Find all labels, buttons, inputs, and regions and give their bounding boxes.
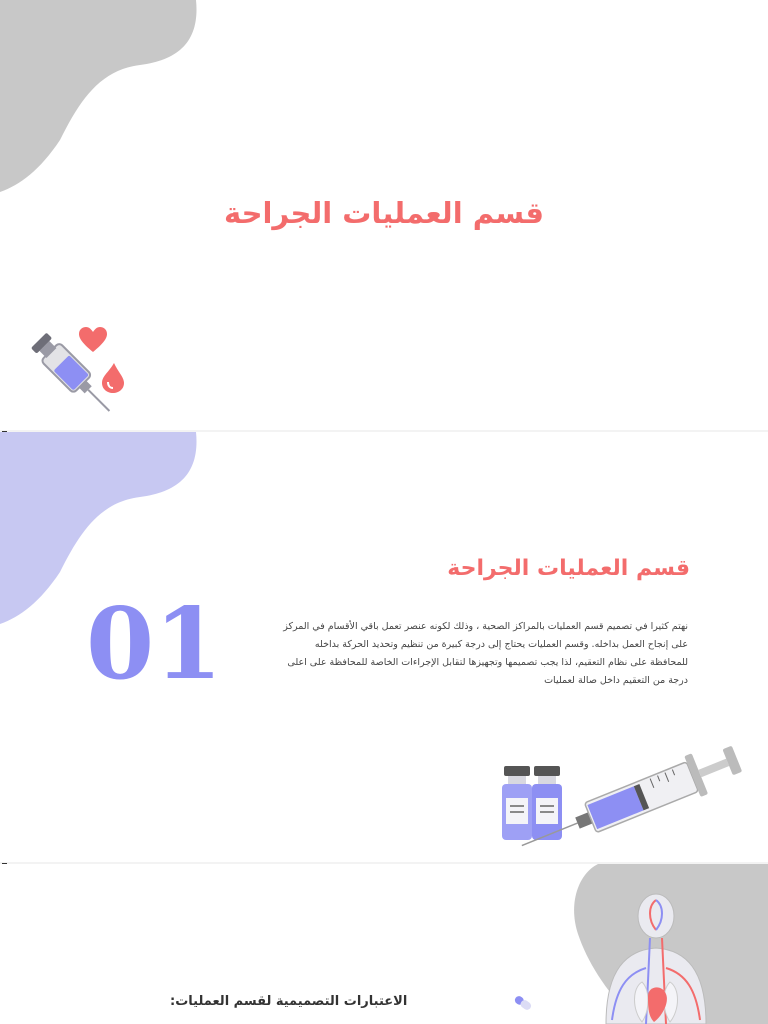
pill-capsule-icon <box>512 992 534 1014</box>
slide-design-considerations <box>0 864 768 1024</box>
human-anatomy-icon <box>586 890 726 1024</box>
heart-icon <box>78 326 108 354</box>
section-number: 01 <box>86 587 223 702</box>
blood-drop-icon <box>100 362 126 394</box>
slide-title <box>0 0 768 430</box>
syringe-icon <box>500 712 762 852</box>
section-title: قسم العمليات الجراحة <box>447 556 690 581</box>
section-subheading: الاعتبارات التصميمية لقسم العمليات: <box>170 994 408 1009</box>
section-body: نهتم كثيرا في تصميم قسم العمليات بالمراكز الصحية ، وذلك لكونه عنصر تعمل باقي الأقسام في المركز على إنجاح العمل بداخله. وقسم العمليات يحتاج إلى درجة كبيرة من تنظيم وتحديد الحركة بداخله للمحافظة على نظام التعقيم، لذا يجب تصميمها وتجهيزها لتقابل الإجراءات الخاصة للمحافظة على اعلى درجة من التعقيم داخل صالة لعمليات <box>283 621 688 686</box>
decorative-blob-gray <box>0 0 200 200</box>
slide-section-01 <box>0 432 768 862</box>
page-title: قسم العمليات الجراحة <box>224 196 544 230</box>
